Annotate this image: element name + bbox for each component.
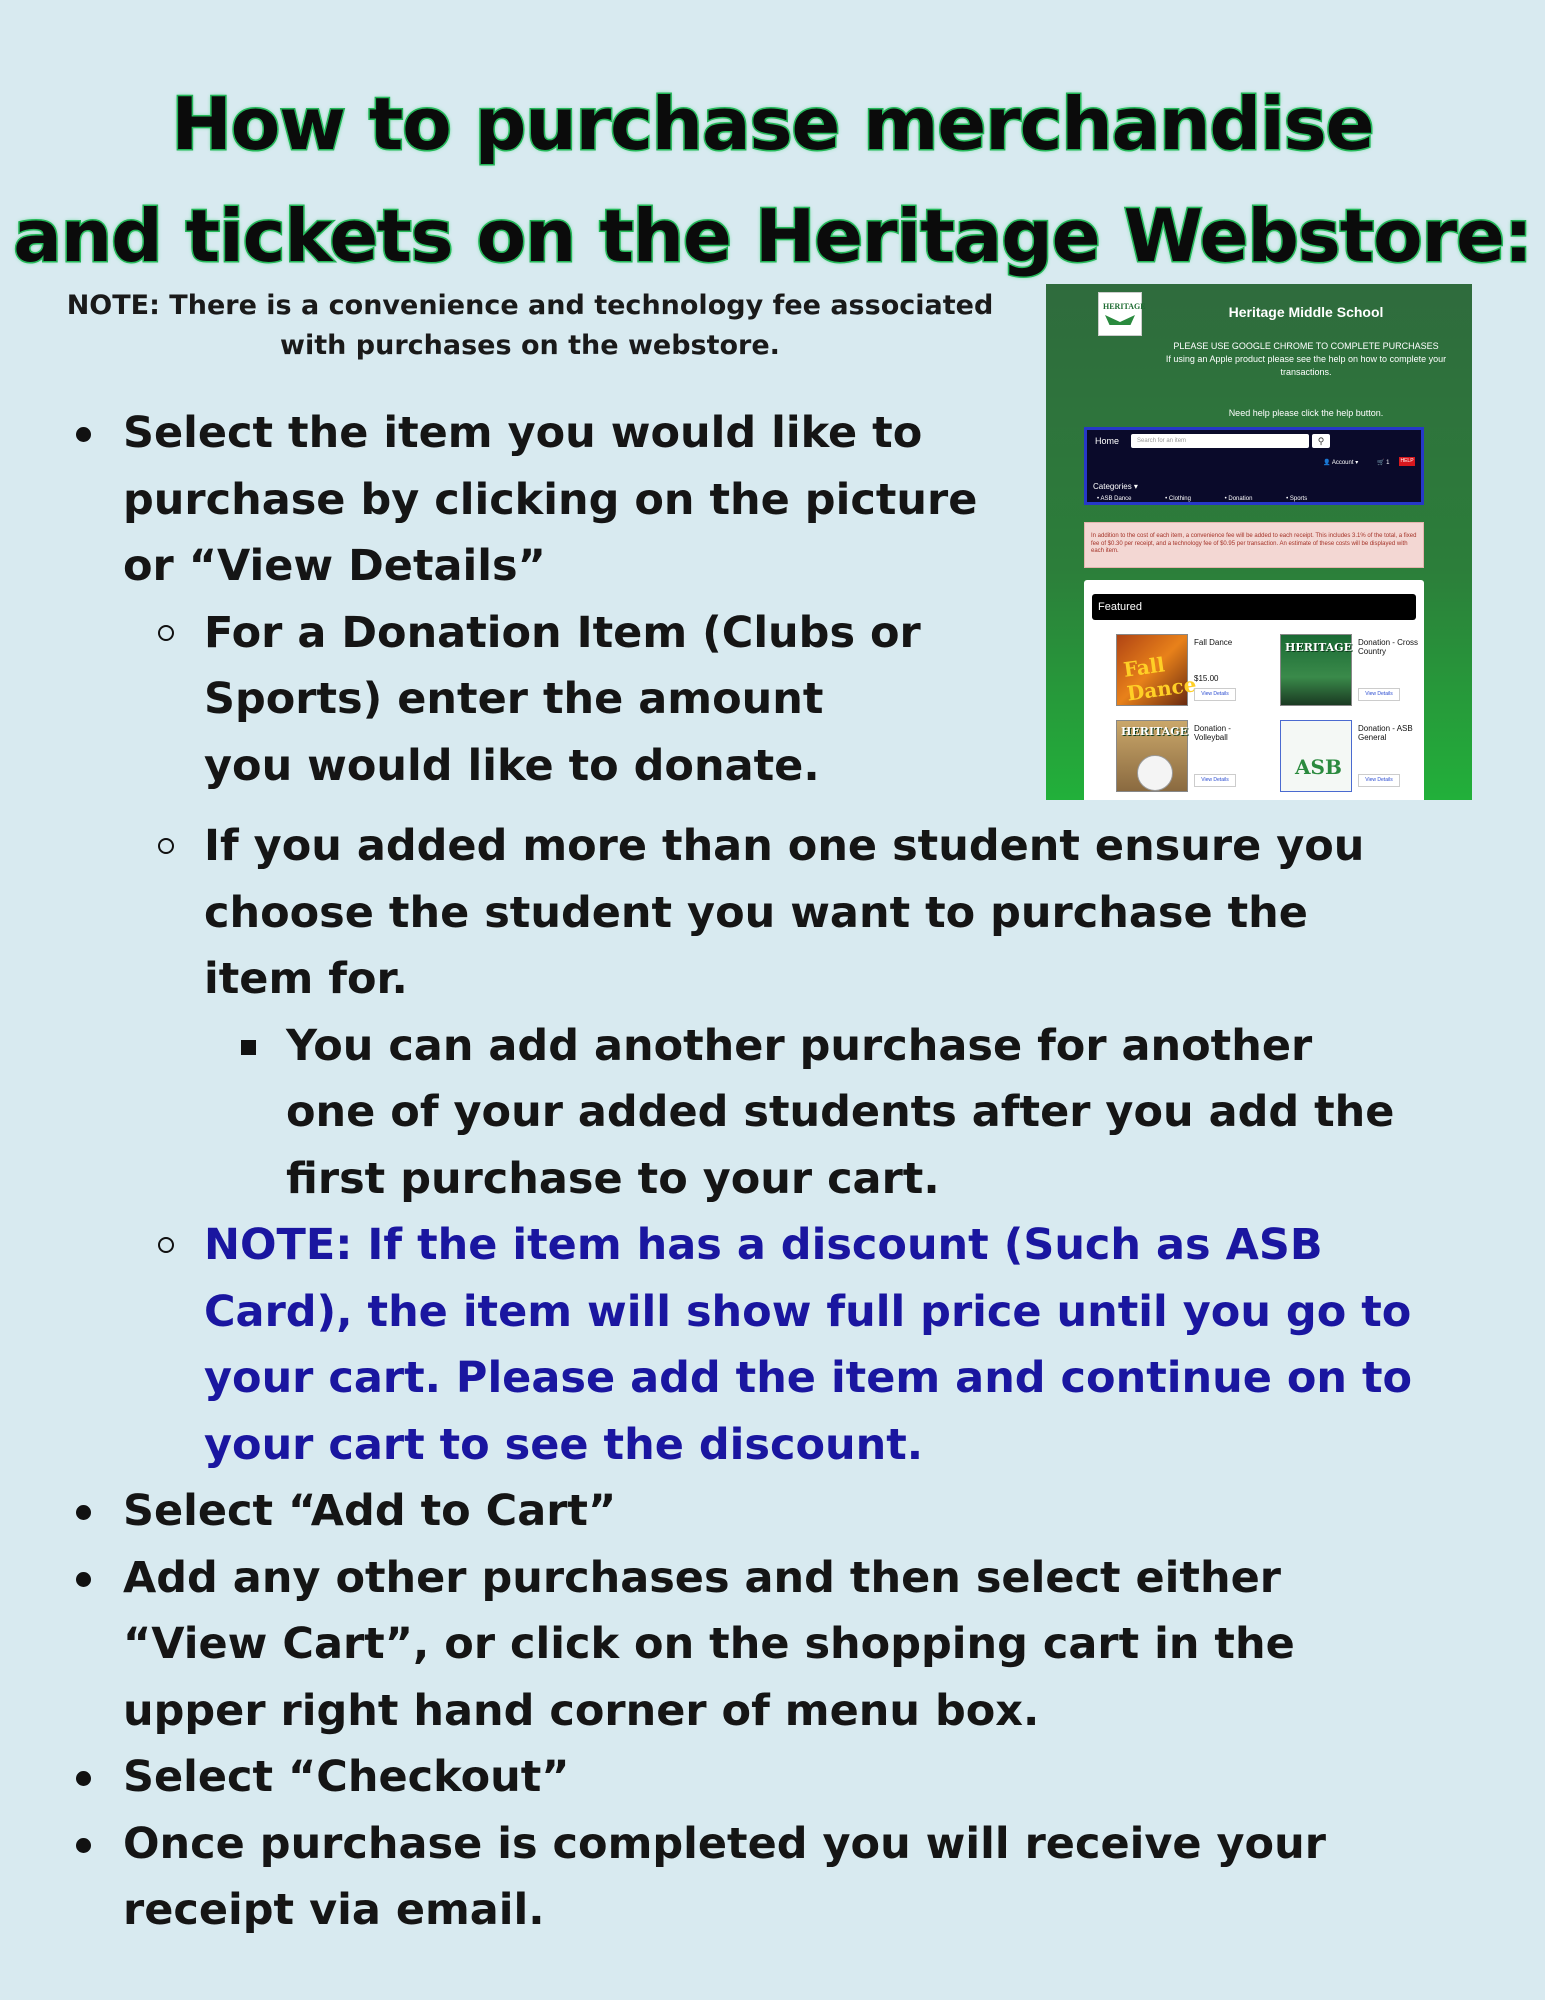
user-icon: 👤 [1323,460,1331,466]
cart-button[interactable] [1377,459,1390,466]
school-logo [1098,292,1146,336]
product-name: Donation - Cross Country [1358,638,1419,656]
step-text: You can add another purchase for another one of your added students after you add the first purchase to your cart. [286,1020,1395,1204]
volleyball-icon [1137,755,1173,791]
step-text: Once purchase is completed you will receive your receipt via email. [123,1818,1326,1935]
bullet-dot-icon [76,1771,91,1786]
school-name: Heritage Middle School [1228,304,1384,320]
step-text: Select the item you would like to purchase by clicking on the picture or “View Details” [123,408,978,591]
subcategory-list [1097,496,1339,502]
step-text: NOTE: If the item has a discount (Such as ASB Card), the item will show full price until you go to your cart. Please add the item and continue on to your cart to see the discount. [204,1220,1413,1470]
browser-message [1156,340,1456,379]
step-text: Add any other purchases and then select either “View Cart”, or click on the shopping cart in the upper right hand corner of menu box. [123,1552,1295,1736]
product-price: $15.00 [1194,674,1219,683]
featured-section [1084,580,1424,800]
step-text: For a Donation Item (Clubs or Sports) enter the amount you would like to donate. [204,607,921,791]
product-name: Donation - Volleyball [1194,724,1231,742]
subcategory-label: Donation [1228,496,1253,502]
page-title [0,68,1545,292]
product-image-text: HERITAGE [1121,725,1188,738]
step-text: Select “Checkout” [123,1752,570,1802]
step-checkout [0,1744,1545,1811]
browser-message-1: PLEASE USE GOOGLE CHROME TO COMPLETE PURCHASES [1173,341,1439,351]
fee-notice: In addition to the cost of each item, a convenience fee will be added to each receipt. This includes 3.1% of the total, a fixed fee of $0.30 per receipt, and a technology fee of $0.95 per transaction. An estimate of these costs will be displayed with each item. [1084,522,1424,568]
categories-label: Categories [1093,482,1132,491]
search-button[interactable] [1312,434,1330,448]
subcategory-label: ASB Dance [1100,496,1132,502]
search-input[interactable]: Search for an item [1131,434,1309,448]
product-image[interactable] [1116,720,1188,792]
bullet-dot-icon [76,427,91,442]
bullet-circle-icon [158,625,174,641]
product-image-text: HERITAGE [1285,641,1352,654]
subcategory-label: Sports [1289,496,1308,502]
fee-note: NOTE: There is a convenience and technology fee associated with purchases on the webstore. [66,290,994,361]
subcategory-sports[interactable]: • Sports [1286,496,1308,502]
subcategory-asb-dance[interactable]: • ASB Dance [1097,496,1132,502]
bullet-dot-icon [76,1505,91,1520]
product-image[interactable] [1280,720,1352,792]
title-line-2: and tickets on the Heritage Webstore: [13,194,1532,278]
store-navbar [1084,427,1424,505]
featured-header: Featured [1092,594,1416,620]
view-details-button[interactable]: View Details [1194,774,1236,787]
logo-text: HERITAGE [1103,302,1146,311]
chevron-down-icon: ▾ [1133,482,1138,491]
product-name: Donation - ASB General [1358,724,1413,742]
step-text: Select “Add to Cart” [123,1486,617,1536]
step-view-cart [0,1545,1545,1745]
nav-home-link[interactable]: Home [1095,436,1120,446]
view-details-button[interactable]: View Details [1358,774,1400,787]
title-line-1: How to purchase merchandise [171,82,1374,166]
step-text: If you added more than one student ensure you choose the student you want to purchase the item for. [204,821,1365,1004]
eagle-wing-icon [1105,315,1135,325]
account-menu[interactable] [1323,459,1358,466]
webstore-screenshot [1046,284,1472,800]
product-image-text: Fall Dance [1121,652,1198,706]
chevron-down-icon: ▾ [1355,460,1359,466]
product-image[interactable] [1116,634,1198,706]
search-icon: ⚲ [1317,436,1325,446]
bullet-circle-icon [158,1237,174,1253]
subcategory-clothing[interactable]: • Clothing [1165,496,1191,502]
step-discount-note [0,1212,1545,1478]
browser-message-2: If using an Apple product please see the help on how to complete your transactions. [1165,354,1447,377]
subcategory-donation[interactable]: • Donation [1224,496,1253,502]
product-name: Fall Dance [1194,638,1233,647]
subcategory-label: Clothing [1168,496,1191,502]
cart-icon: 🛒 [1377,460,1385,466]
step-multi-student [0,813,1545,1013]
step-receipt [0,1811,1545,1944]
step-another-purchase [0,1013,1545,1213]
product-image-text: ASB [1295,755,1342,779]
view-details-button[interactable]: View Details [1194,688,1236,701]
bullet-dot-icon [76,1572,91,1587]
step-add-to-cart [0,1478,1545,1545]
product-image[interactable] [1280,634,1352,706]
help-message: Need help please click the help button. [1228,408,1384,418]
help-button[interactable]: HELP [1400,458,1414,464]
view-details-button[interactable]: View Details [1358,688,1400,701]
bullet-circle-icon [158,838,174,854]
cart-count: 1 [1386,460,1390,466]
bullet-square-icon [241,1040,256,1055]
bullet-dot-icon [76,1838,91,1853]
categories-menu[interactable] [1093,482,1138,491]
account-label: Account [1331,460,1354,466]
